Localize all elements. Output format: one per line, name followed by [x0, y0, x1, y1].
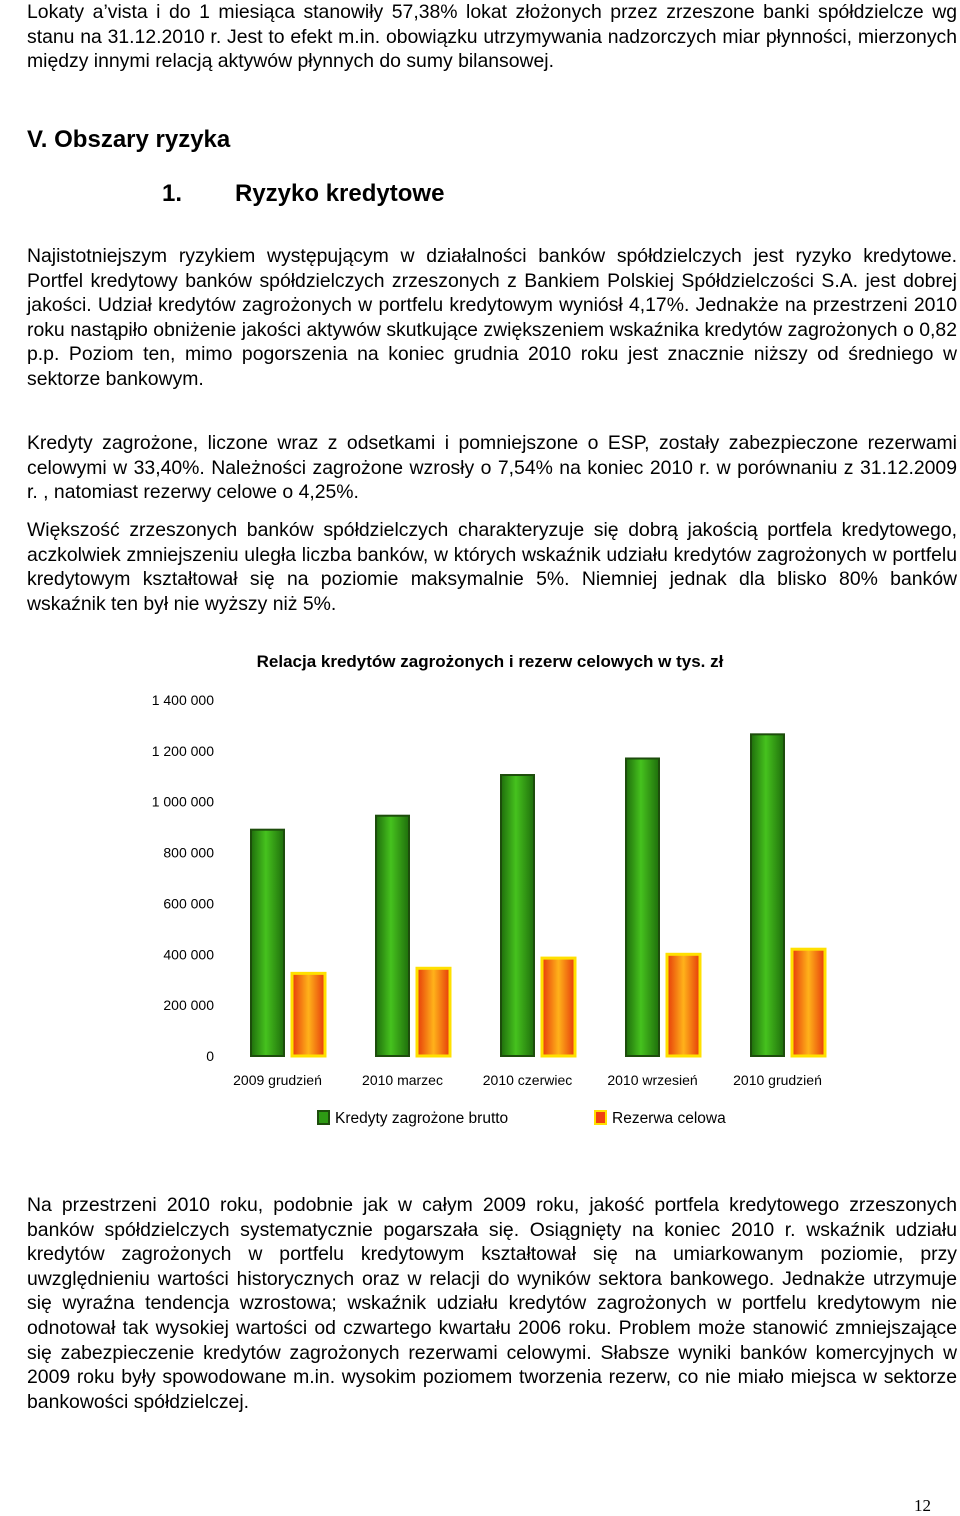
subsection-number: 1. [162, 180, 183, 207]
x-category-label: 2010 wrzesień [607, 1072, 698, 1088]
y-tick-label: 0 [206, 1048, 214, 1064]
y-tick-label: 400 000 [163, 946, 214, 963]
bar-rezerwa-celowa [417, 968, 450, 1056]
legend-label: Rezerwa celowa [612, 1110, 726, 1127]
y-tick-label: 1 200 000 [151, 742, 214, 759]
risk-paragraph-1: Najistotniejszym ryzykiem występującym w działalności banków spółdzielczych jest ryzyko kredytowe. Portfel kredytowy banków spółdzielczych zrzeszonych z Bankiem Polskiej Spółdzielczości S.A. jest dobrej jakości. Udział kredytów zagrożonych w portfelu kredytowym wyniósł 4,17%. Jednakże na przestrzeni 2010 roku nastąpiło obniżenie jakości aktywów skutkujące zwiększeniem wskaźnika kredytów zagrożonych o 0,82 p.p. Poziom ten, mimo pogorszenia na koniec grudnia 2010 roku jest znacznie niższy od średniego w sektorze bankowym. [27, 245, 957, 390]
subsection-heading [162, 180, 444, 208]
x-category-label: 2010 grudzień [733, 1072, 822, 1088]
x-category-label: 2010 marzec [362, 1072, 443, 1088]
subsection-title: Ryzyko kredytowe [235, 180, 445, 207]
bar-kredyty-zagrozone [751, 734, 784, 1056]
x-category-label: 2009 grudzień [233, 1072, 322, 1088]
y-tick-label: 600 000 [163, 895, 214, 912]
y-tick-label: 1 000 000 [151, 793, 214, 810]
y-tick-label: 800 000 [163, 844, 214, 861]
chart-title: Relacja kredytów zagrożonych i rezerw celowych w tys. zł [256, 652, 724, 671]
y-tick-label: 1 400 000 [151, 692, 214, 708]
legend-swatch-rezerwa [595, 1111, 606, 1124]
bar-kredyty-zagrozone [376, 816, 409, 1056]
bar-kredyty-zagrozone [626, 758, 659, 1056]
bar-kredyty-zagrozone [501, 775, 534, 1056]
risk-paragraph-3: Większość zrzeszonych banków spółdzielczych charakteryzuje się dobrą jakością portfela kredytowego, aczkolwiek zmniejszeniu uległa liczba banków, w których wskaźnik udziału kredytów zagrożonych w portfelu kredytowym kształtował się na poziomie maksymalnie 5%. Niemniej jednak dla blisko 80% banków wskaźnik ten był nie wyższy niż 5%. [27, 519, 957, 615]
bar-kredyty-zagrozone [251, 830, 284, 1056]
legend-swatch-kredyty [318, 1111, 329, 1124]
risk-paragraph-2: Kredyty zagrożone, liczone wraz z odsetkami i pomniejszone o ESP, zostały zabezpieczone rezerwami celowymi w 33,40%. Należności zagrożone wzrosły o 7,54% na koniec 2010 r. w porównaniu z 31.12.2009 r. , natomiast rezerwy celowe o 4,25%. [27, 432, 957, 504]
intro-paragraph: Lokaty a’vista i do 1 miesiąca stanowiły 57,38% lokat złożonych przez zrzeszone banki spółdzielcze wg stanu na 31.12.2010 r. Jest to efekt m.in. obowiązku utrzymywania nadzorczych miar płynności, mierzonych między innymi relacją aktywów płynnych do sumy bilansowej. [27, 1, 957, 73]
x-category-label: 2010 czerwiec [482, 1072, 573, 1088]
section-heading: V. Obszary ryzyka [27, 126, 231, 153]
bar-rezerwa-celowa [542, 958, 575, 1056]
summary-paragraph: Na przestrzeni 2010 roku, podobnie jak w całym 2009 roku, jakość portfela kredytowego zrzeszonych banków spółdzielczych systematycznie pogarszała się. Osiągnięty na koniec 2010 r. wskaźnik udziału kredytów zagrożonych w portfelu kredytowym kształtował się na umiarkowanym poziomie, przy uwzględnieniu wartości historycznych oraz w relacji do wyników sektora bankowego. Jednakże utrzymuje się wyraźna tendencja wzrostowa; wskaźnik udziału kredytów zagrożonych w portfelu kredytowym nie odnotował tak wysokiej wartości od czwartego kwartału 2006 roku. Problem może stanowić zmniejszające się zabezpieczenie kredytów zagrożonych rezerwami celowymi. Słabsze wyniki banków komercyjnych w 2009 roku były spowodowane m.in. wysokim poziomem tworzenia rezerw, co nie miało miejsca w sektorze bankowości spółdzielczej. [27, 1194, 957, 1413]
legend-label: Kredyty zagrożone brutto [335, 1110, 509, 1127]
page-number: 12 [914, 1496, 931, 1515]
y-tick-label: 200 000 [163, 997, 214, 1014]
bar-rezerwa-celowa [667, 954, 700, 1056]
bad-loans-chart [0, 640, 960, 1140]
bar-rezerwa-celowa [292, 973, 325, 1056]
bar-rezerwa-celowa [792, 949, 825, 1056]
